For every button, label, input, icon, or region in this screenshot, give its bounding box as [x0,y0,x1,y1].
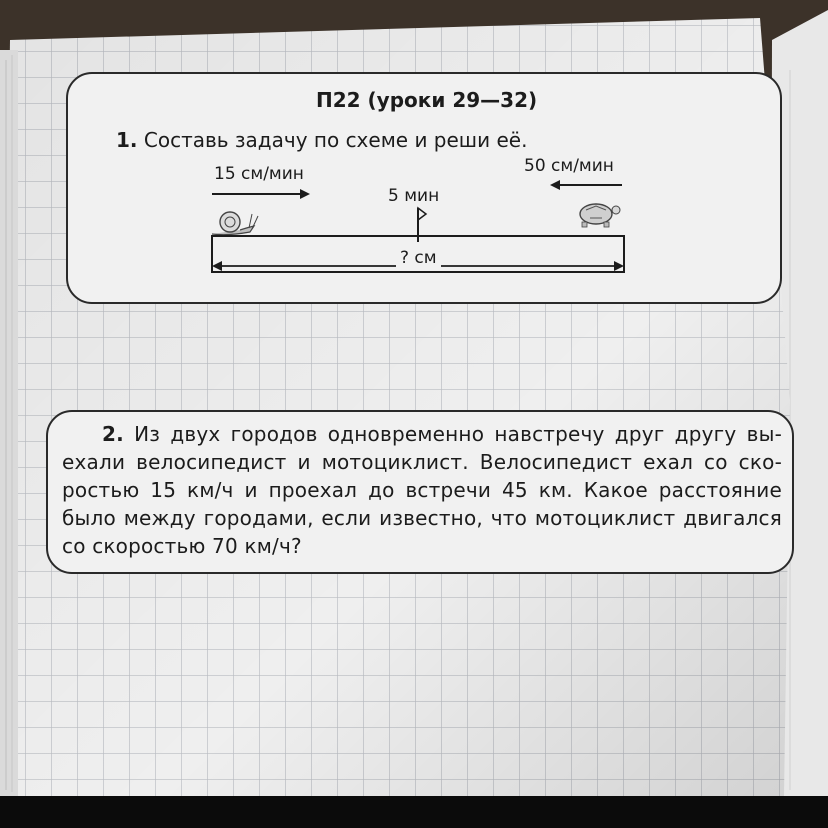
turtle-arrow [550,180,622,190]
bottom-bar [0,796,828,828]
task2-line: со скоростью 70 км/ч? [62,534,302,558]
lesson-title: П22 (уроки 29—32) [316,88,538,112]
turtle-speed-label: 50 см/мин [524,156,614,176]
task2-line: ростью 15 км/ч и проехал до встречи 45 км. Какое расстояние [62,478,782,502]
distance-label: ? см [396,248,441,268]
time-label: 5 мин [388,186,440,206]
snail-arrow [212,189,310,199]
task2-line: 2. Из двух городов одновременно навстречу друг другу вы- [102,422,782,446]
snail-speed-label: 15 см/мин [214,164,304,184]
snail-icon [212,212,258,235]
task2-number: 2. [102,422,124,446]
turtle-icon [580,204,620,227]
task1-statement: Составь задачу по схеме и реши её. [143,128,528,152]
task2-text [62,420,782,560]
task2-line: было между городами, если известно, что мотоциклист двигался [62,506,782,530]
task2-line: ехали велосипедист и мотоциклист. Велосипедист ехал со ско- [62,450,782,474]
task1-number: 1. [116,128,138,152]
